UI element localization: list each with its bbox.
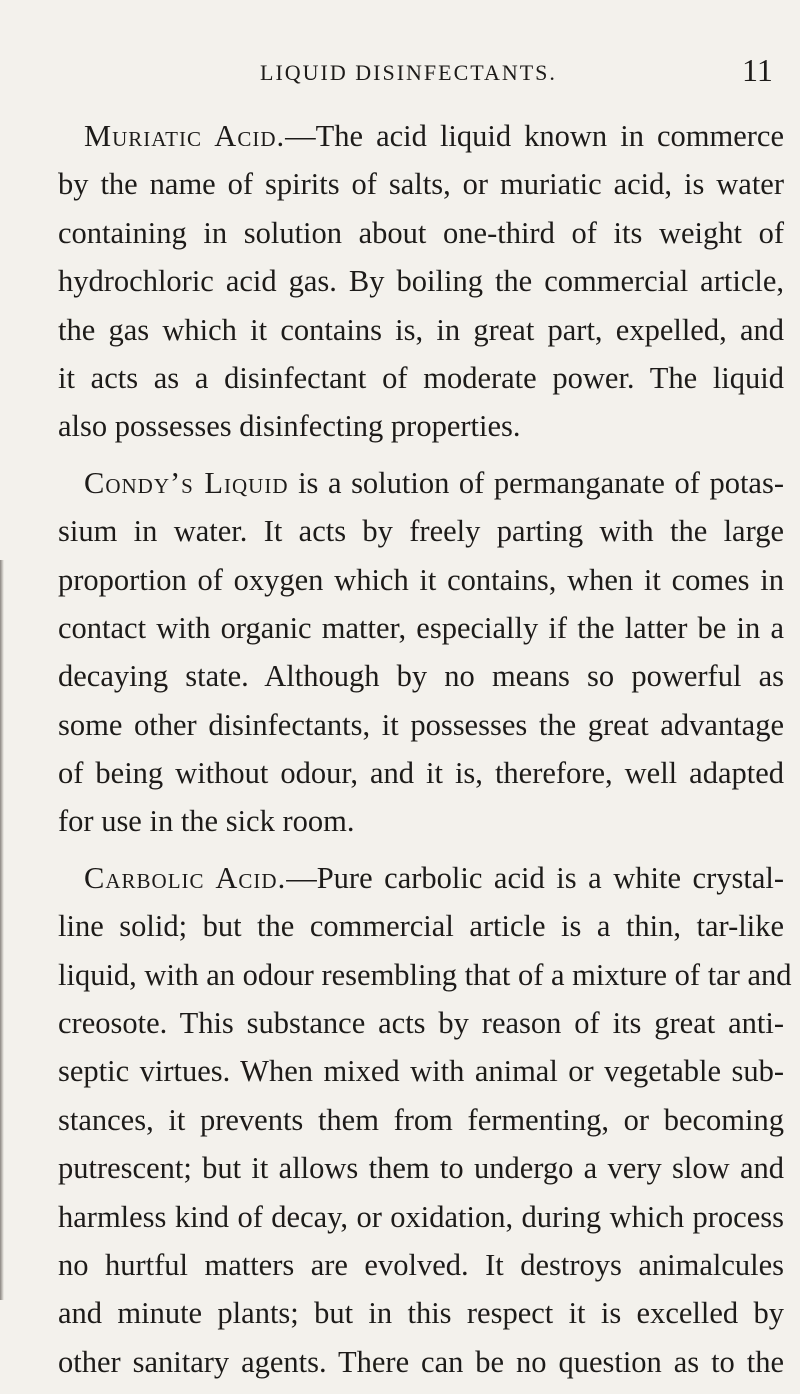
text-line: contact with organic matter, especially if the latter be in a [58, 610, 784, 645]
text-line: it acts as a disinfectant of moderate power. The liquid [58, 360, 784, 395]
running-title: LIQUID DISINFECTANTS. [260, 60, 557, 85]
text-line: and minute plants; but in this respect it is excelled by [58, 1296, 784, 1331]
text-line: creosote. This substance acts by reason of its great anti- [58, 1006, 784, 1041]
text-line: line solid; but the commercial article is a thin, tar-like [58, 909, 784, 944]
text-line: proportion of oxygen which it contains, when it comes in [58, 562, 784, 597]
section-heading: Carbolic Acid. [84, 860, 287, 895]
paragraph-condys-liquid [58, 459, 784, 846]
paragraph-carbolic-acid [58, 854, 792, 1386]
text-line: liquid, with an odour resembling that of a mixture of tar and [58, 957, 792, 992]
text-line: harmless kind of decay, or oxidation, during which process [58, 1199, 784, 1234]
text-line: for use in the sick room. [58, 804, 355, 839]
page-header [0, 52, 800, 92]
text-line: decaying state. Although by no means so powerful as [58, 659, 784, 694]
text-line: of being without odour, and it is, therefore, well adapted [58, 756, 784, 791]
text-line: Condy’s Liquid is a solution of permanganate of potas- [84, 465, 784, 500]
page-number: 11 [742, 52, 773, 88]
section-heading: Muriatic Acid. [84, 119, 286, 153]
text-line: other sanitary agents. There can be no question as to the [58, 1344, 784, 1379]
text-line: stances, it prevents them from fermenting, or becoming [58, 1102, 784, 1137]
text-line: Muriatic Acid.—The acid liquid known in commerce [84, 119, 784, 153]
page-edge-shadow [0, 560, 4, 1300]
text-line: Carbolic Acid.—Pure carbolic acid is a white crystal- [84, 860, 784, 895]
text-line: by the name of spirits of salts, or muriatic acid, is water [58, 167, 784, 202]
text-line: also possesses disinfecting properties. [58, 409, 521, 444]
body-text [58, 112, 792, 1394]
text-line: septic virtues. When mixed with animal or vegetable sub- [58, 1054, 784, 1089]
text-line: sium in water. It acts by freely parting with the large [58, 514, 784, 549]
text-line: putrescent; but it allows them to undergo a very slow and [58, 1151, 784, 1186]
paragraph-muriatic-acid [58, 112, 784, 451]
text-line: no hurtful matters are evolved. It destroys animalcules [58, 1247, 784, 1282]
section-heading: Condy’s Liquid [84, 465, 289, 500]
text-line: some other disinfectants, it possesses the great advantage [58, 707, 784, 742]
text-line: containing in solution about one-third of its weight of [58, 215, 784, 250]
text-line: the gas which it contains is, in great part, expelled, and [58, 312, 784, 347]
text-line: hydrochloric acid gas. By boiling the commercial article, [58, 264, 784, 299]
